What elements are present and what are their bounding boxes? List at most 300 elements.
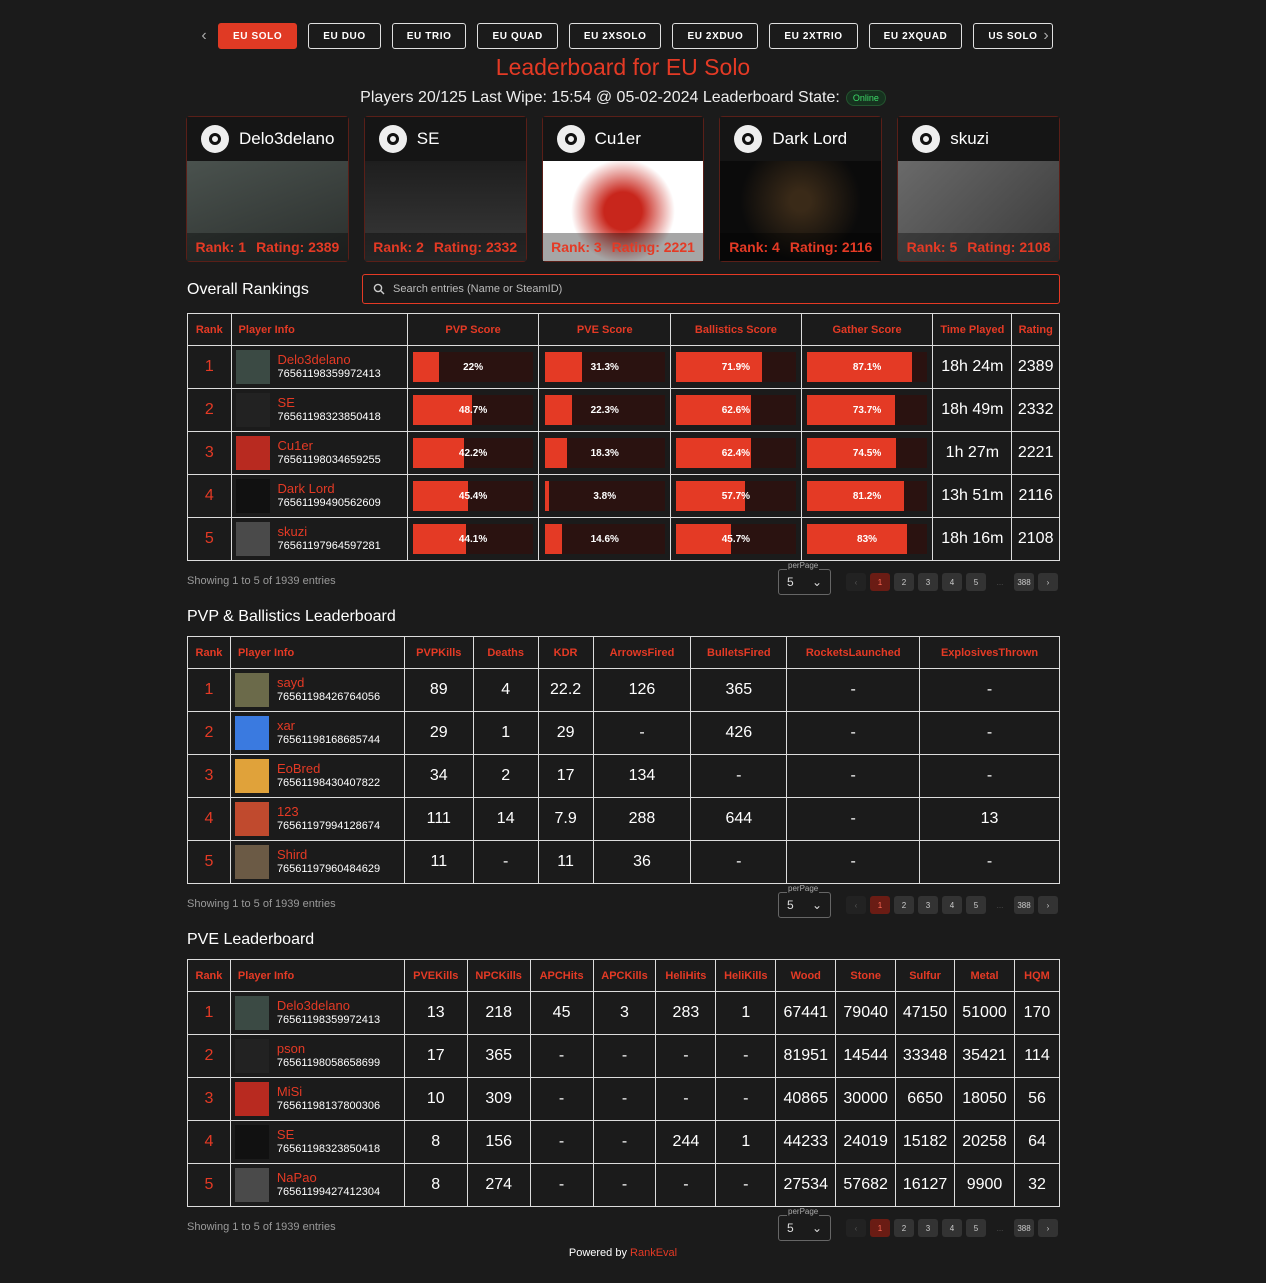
- card-header: [365, 117, 526, 161]
- stat-cell: 51000: [955, 992, 1015, 1035]
- tabs-prev-icon[interactable]: ‹: [201, 27, 207, 44]
- stat-cell: 134: [593, 755, 691, 798]
- player-info-cell: [231, 346, 407, 389]
- player-info-cell: [231, 432, 407, 475]
- page-button[interactable]: 4: [942, 896, 962, 914]
- stat-cell: 309: [467, 1078, 530, 1121]
- column-header[interactable]: PVE Score: [539, 314, 671, 346]
- card-stats: [187, 233, 348, 261]
- top-player-card[interactable]: [719, 116, 882, 262]
- search-icon: [373, 283, 385, 295]
- score-value: 44.1%: [458, 533, 488, 545]
- tab-eu-2xtrio[interactable]: EU 2XTRIO: [769, 23, 857, 49]
- player-text: [277, 1171, 380, 1200]
- score-value: 22.3%: [590, 404, 619, 416]
- player-info-cell: [231, 518, 407, 561]
- avatar: [235, 802, 269, 836]
- player-name-link[interactable]: sayd: [276, 674, 305, 690]
- rank-cell: 3: [188, 432, 232, 475]
- pvp-perpage[interactable]: [778, 884, 831, 918]
- stat-cell: 126: [593, 669, 691, 712]
- steam-icon: [912, 125, 940, 153]
- page-button[interactable]: 2: [894, 573, 914, 591]
- card-player-name: Cu1er: [594, 129, 641, 148]
- page-button[interactable]: 5: [966, 1219, 986, 1237]
- stat-cell: 89: [404, 669, 473, 712]
- player-name-link[interactable]: skuzi: [277, 523, 308, 539]
- column-header[interactable]: Player Info: [230, 960, 404, 992]
- card-player-name: Dark Lord: [772, 129, 848, 148]
- card-stats: [543, 233, 704, 261]
- steam-id: 76561198426764056: [276, 690, 381, 703]
- card-header: [543, 117, 704, 161]
- player-text: [278, 439, 381, 468]
- column-header[interactable]: Rank: [188, 314, 232, 346]
- score-bar: [807, 352, 927, 382]
- top-player-card[interactable]: [897, 116, 1060, 262]
- rank-cell: 1: [188, 669, 231, 712]
- player-name-link[interactable]: Shird: [276, 846, 308, 862]
- perpage-value: 5: [787, 898, 794, 912]
- column-header[interactable]: PVPKills: [404, 637, 473, 669]
- stat-cell: 24019: [836, 1121, 896, 1164]
- stat-cell: 2: [473, 755, 538, 798]
- tab-eu-2xduo[interactable]: EU 2XDUO: [672, 23, 758, 49]
- player-info-cell: [230, 755, 404, 798]
- page-button[interactable]: 388: [1014, 1219, 1034, 1237]
- stat-cell: -: [920, 669, 1060, 712]
- tab-strip: [218, 23, 1038, 49]
- stat-cell: 365: [467, 1035, 530, 1078]
- player-text: [278, 525, 381, 554]
- player-name-link[interactable]: 123: [276, 803, 299, 819]
- table-row: [188, 1035, 1060, 1078]
- top-player-card[interactable]: [364, 116, 527, 262]
- table-row: [188, 1121, 1060, 1164]
- next-page-icon[interactable]: ›: [1038, 573, 1058, 591]
- prev-page-icon[interactable]: ‹: [846, 573, 866, 591]
- rank-cell: 3: [188, 1078, 231, 1121]
- stat-cell: 8: [404, 1164, 467, 1207]
- score-bar: [545, 524, 665, 554]
- score-bar: [545, 352, 665, 382]
- steam-id: 76561198430407822: [276, 776, 381, 789]
- player-info-cell: [230, 798, 404, 841]
- pvp-table: [187, 636, 1060, 884]
- stat-cell: 283: [656, 992, 716, 1035]
- tab-us-solo[interactable]: US SOLO: [973, 23, 1052, 49]
- footer: [0, 1247, 1246, 1259]
- player-info: [231, 845, 404, 879]
- column-header[interactable]: HQM: [1014, 960, 1059, 992]
- player-text: [277, 1042, 380, 1071]
- player-info-cell: [230, 1121, 404, 1164]
- column-header[interactable]: Rating: [1012, 314, 1060, 346]
- column-header[interactable]: ArrowsFired: [593, 637, 691, 669]
- player-text: [277, 762, 380, 791]
- stat-cell: 6650: [896, 1078, 955, 1121]
- steam-icon-inner: [387, 133, 399, 145]
- page-button[interactable]: 3: [918, 1219, 938, 1237]
- player-info: [232, 479, 407, 513]
- column-header[interactable]: Player Info: [231, 314, 407, 346]
- stat-cell: 67441: [776, 992, 836, 1035]
- steam-id: 76561198137800306: [276, 1099, 381, 1112]
- column-header[interactable]: Time Played: [933, 314, 1012, 346]
- tab-eu-duo[interactable]: EU DUO: [308, 23, 381, 49]
- column-header[interactable]: HeliKills: [716, 960, 776, 992]
- column-header[interactable]: Rank: [188, 960, 231, 992]
- tab-eu-2xsolo[interactable]: EU 2XSOLO: [569, 23, 662, 49]
- stat-cell: 14544: [836, 1035, 896, 1078]
- stat-cell: 34: [404, 755, 473, 798]
- stat-cell: -: [920, 712, 1060, 755]
- player-info-cell: [230, 712, 404, 755]
- pvp-score-cell: [407, 346, 539, 389]
- stat-cell: 288: [593, 798, 691, 841]
- bal-score-cell: [671, 389, 802, 432]
- steam-icon-inner: [209, 133, 221, 145]
- rank-cell: 5: [188, 518, 232, 561]
- card-stats: [720, 233, 881, 261]
- table-row: [188, 389, 1060, 432]
- score-value: 3.8%: [593, 490, 617, 502]
- score-bar: [807, 524, 927, 554]
- table-row: [188, 755, 1060, 798]
- pvp-title: PVP & Ballistics Leaderboard: [187, 608, 396, 625]
- player-info: [232, 522, 407, 556]
- rank-cell: 5: [188, 841, 231, 884]
- stat-cell: 114: [1014, 1035, 1059, 1078]
- stat-cell: -: [656, 1078, 716, 1121]
- column-header[interactable]: APCKills: [593, 960, 656, 992]
- player-info: [231, 1082, 404, 1116]
- prev-page-icon[interactable]: ‹: [846, 896, 866, 914]
- gat-score-cell: [801, 475, 933, 518]
- steam-id: 76561199427412304: [276, 1185, 381, 1198]
- page-button[interactable]: 5: [966, 573, 986, 591]
- tab-eu-solo[interactable]: EU SOLO: [218, 23, 297, 49]
- next-page-icon[interactable]: ›: [1038, 1219, 1058, 1237]
- player-info-cell: [230, 1164, 404, 1207]
- stat-cell: 14: [473, 798, 538, 841]
- stat-cell: 11: [404, 841, 473, 884]
- player-name-link[interactable]: Delo3delano: [276, 997, 350, 1013]
- card-rating: Rating: 2332: [433, 239, 518, 255]
- stat-cell: 274: [467, 1164, 530, 1207]
- rating-cell: 2221: [1012, 432, 1060, 475]
- table-row: [188, 475, 1060, 518]
- score-bar: [545, 438, 665, 468]
- stat-cell: 36: [593, 841, 691, 884]
- perpage-label: perPage: [788, 884, 819, 893]
- score-value: 62.6%: [721, 404, 751, 416]
- top-player-card[interactable]: [186, 116, 349, 262]
- steam-id: 76561197960484629: [276, 862, 381, 875]
- stat-cell: -: [473, 841, 538, 884]
- stat-cell: 1: [716, 992, 776, 1035]
- stat-cell: 13: [404, 992, 467, 1035]
- avatar: [235, 1125, 269, 1159]
- player-info-cell: [231, 475, 407, 518]
- steam-icon-inner: [920, 133, 932, 145]
- stat-cell: 47150: [896, 992, 955, 1035]
- player-text: [278, 353, 381, 382]
- search-box: [362, 274, 1060, 304]
- table-row: [188, 432, 1060, 475]
- column-header[interactable]: RocketsLaunched: [787, 637, 920, 669]
- page-button[interactable]: 4: [942, 1219, 962, 1237]
- pvp-pager: [846, 896, 1058, 914]
- overall-table: [187, 313, 1060, 561]
- score-bar: [545, 395, 665, 425]
- card-rank: Rank: 5: [906, 239, 958, 255]
- page-title: Leaderboard for EU Solo: [495, 54, 751, 80]
- stat-cell: -: [593, 1121, 656, 1164]
- stat-cell: 218: [467, 992, 530, 1035]
- stat-cell: 8: [404, 1121, 467, 1164]
- stat-cell: 3: [593, 992, 656, 1035]
- column-header[interactable]: PVEKills: [404, 960, 467, 992]
- card-header: [898, 117, 1059, 161]
- player-info: [231, 996, 404, 1030]
- player-name-link[interactable]: pson: [276, 1040, 306, 1056]
- time-played-cell: 18h 49m: [933, 389, 1012, 432]
- pvp-score-cell: [407, 389, 539, 432]
- player-text: [277, 848, 380, 877]
- table-row: [188, 518, 1060, 561]
- table-row: [188, 1078, 1060, 1121]
- rank-cell: 2: [188, 712, 231, 755]
- player-text: [278, 482, 381, 511]
- stat-cell: 16127: [896, 1164, 955, 1207]
- column-header[interactable]: APCHits: [530, 960, 593, 992]
- page-button[interactable]: 3: [918, 573, 938, 591]
- overall-pager: [846, 573, 1058, 591]
- prev-page-icon[interactable]: ‹: [846, 1219, 866, 1237]
- overall-perpage[interactable]: [778, 561, 831, 595]
- column-header[interactable]: NPCKills: [467, 960, 530, 992]
- overall-title: Overall Rankings: [187, 281, 309, 298]
- column-header[interactable]: Rank: [188, 637, 231, 669]
- stat-cell: 64: [1014, 1121, 1059, 1164]
- stat-cell: 13: [920, 798, 1060, 841]
- column-header[interactable]: Ballistics Score: [671, 314, 802, 346]
- tab-eu-quad[interactable]: EU QUAD: [477, 23, 557, 49]
- pve-title: PVE Leaderboard: [187, 931, 315, 948]
- stat-cell: -: [530, 1164, 593, 1207]
- column-header[interactable]: HeliHits: [656, 960, 716, 992]
- chevron-down-icon: ⌄: [811, 898, 822, 912]
- chevron-down-icon: ⌄: [811, 1221, 822, 1235]
- player-name-link[interactable]: NaPao: [276, 1169, 317, 1185]
- card-rank: Rank: 3: [551, 239, 602, 255]
- avatar: [235, 759, 269, 793]
- pve-score-cell: [539, 518, 671, 561]
- steam-id: 76561198168685744: [276, 733, 381, 746]
- score-value: 81.2%: [852, 490, 882, 502]
- stat-cell: 9900: [955, 1164, 1015, 1207]
- avatar: [235, 716, 269, 750]
- pve-perpage[interactable]: [778, 1207, 831, 1241]
- score-bar: [676, 395, 796, 425]
- player-name-link[interactable]: Cu1er: [277, 437, 313, 453]
- tabs-next-icon[interactable]: ›: [1043, 27, 1049, 44]
- table-row: [188, 841, 1060, 884]
- score-bar: [413, 438, 533, 468]
- column-header[interactable]: Deaths: [473, 637, 538, 669]
- stat-cell: 1: [473, 712, 538, 755]
- bal-score-cell: [671, 475, 802, 518]
- stat-cell: 29: [404, 712, 473, 755]
- pve-showing: Showing 1 to 5 of 1939 entries: [187, 1221, 336, 1233]
- column-header[interactable]: ExplosivesThrown: [920, 637, 1060, 669]
- tab-eu-trio[interactable]: EU TRIO: [392, 23, 467, 49]
- steam-id: 76561198034659255: [277, 453, 381, 466]
- steam-id: 76561198359972413: [276, 1013, 381, 1026]
- column-header[interactable]: Stone: [836, 960, 896, 992]
- stat-cell: 644: [691, 798, 787, 841]
- player-name-link[interactable]: SE: [277, 394, 295, 410]
- stat-cell: 170: [1014, 992, 1059, 1035]
- player-info-cell: [230, 669, 404, 712]
- rank-cell: 3: [188, 755, 231, 798]
- stat-cell: 81951: [776, 1035, 836, 1078]
- player-info: [231, 1168, 404, 1202]
- stat-cell: 244: [656, 1121, 716, 1164]
- column-header[interactable]: PVP Score: [407, 314, 539, 346]
- steam-id: 76561197964597281: [277, 539, 381, 552]
- player-info: [231, 1039, 404, 1073]
- top-player-card[interactable]: [542, 116, 705, 262]
- rank-cell: 5: [188, 1164, 231, 1207]
- pve-table: [187, 959, 1060, 1207]
- page-button[interactable]: 388: [1014, 896, 1034, 914]
- table-row: [188, 798, 1060, 841]
- gat-score-cell: [801, 432, 933, 475]
- perpage-value: 5: [787, 1221, 794, 1235]
- search-input[interactable]: [393, 283, 1010, 295]
- score-bar: [413, 395, 533, 425]
- server-info: [0, 89, 1246, 107]
- stat-cell: -: [593, 1164, 656, 1207]
- avatar: [235, 1039, 269, 1073]
- table-row: [188, 346, 1060, 389]
- stat-cell: 22.2: [538, 669, 593, 712]
- stat-cell: 7.9: [538, 798, 593, 841]
- page-button[interactable]: 1: [870, 1219, 890, 1237]
- steam-id: 76561198058658699: [276, 1056, 381, 1069]
- stat-cell: -: [716, 1164, 776, 1207]
- score-value: 42.2%: [458, 447, 488, 459]
- time-played-cell: 1h 27m: [933, 432, 1012, 475]
- pve-score-cell: [539, 475, 671, 518]
- column-header[interactable]: BulletsFired: [691, 637, 787, 669]
- player-name-link[interactable]: xar: [276, 717, 295, 733]
- table-row: [188, 712, 1060, 755]
- tab-eu-2xquad[interactable]: EU 2XQUAD: [869, 23, 963, 49]
- score-bar: [413, 524, 533, 554]
- avatar: [235, 673, 269, 707]
- footer-brand-link[interactable]: RankEval: [630, 1247, 678, 1259]
- stat-cell: 11: [538, 841, 593, 884]
- top-players: [186, 116, 1060, 262]
- column-header[interactable]: Gather Score: [801, 314, 933, 346]
- avatar: [236, 350, 270, 384]
- page-button[interactable]: 1: [870, 896, 890, 914]
- column-header[interactable]: Metal: [955, 960, 1015, 992]
- pve-pager: [846, 1219, 1058, 1237]
- score-value: 31.3%: [590, 361, 619, 373]
- column-header[interactable]: Player Info: [230, 637, 404, 669]
- player-text: [277, 676, 380, 705]
- status-badge: Online: [846, 90, 886, 106]
- player-name-link[interactable]: SE: [276, 1126, 295, 1142]
- player-info: [232, 393, 407, 427]
- gat-score-cell: [801, 346, 933, 389]
- steam-id: 76561198323850418: [277, 410, 381, 423]
- stat-cell: -: [593, 1078, 656, 1121]
- stat-cell: 17: [404, 1035, 467, 1078]
- score-value: 73.7%: [852, 404, 882, 416]
- stat-cell: 15182: [896, 1121, 955, 1164]
- steam-icon: [379, 125, 407, 153]
- stat-cell: 32: [1014, 1164, 1059, 1207]
- stat-cell: -: [920, 755, 1060, 798]
- player-text: [278, 396, 381, 425]
- player-info: [231, 1125, 404, 1159]
- page-button[interactable]: 388: [1014, 573, 1034, 591]
- footer-prefix: Powered by: [568, 1247, 627, 1259]
- player-name-link[interactable]: Dark Lord: [277, 480, 335, 496]
- stat-cell: 111: [404, 798, 473, 841]
- page-button[interactable]: 3: [918, 896, 938, 914]
- column-header[interactable]: KDR: [538, 637, 593, 669]
- rank-cell: 4: [188, 475, 232, 518]
- column-header[interactable]: Sulfur: [896, 960, 955, 992]
- stat-cell: -: [716, 1078, 776, 1121]
- player-name-link[interactable]: MiSi: [276, 1083, 303, 1099]
- table-row: [188, 669, 1060, 712]
- page-button[interactable]: 2: [894, 1219, 914, 1237]
- next-page-icon[interactable]: ›: [1038, 896, 1058, 914]
- stat-cell: -: [593, 712, 691, 755]
- player-name-link[interactable]: EoBred: [276, 760, 321, 776]
- stat-cell: 17: [538, 755, 593, 798]
- page-button[interactable]: 5: [966, 896, 986, 914]
- player-name-link[interactable]: Delo3delano: [277, 351, 351, 367]
- score-bar: [807, 481, 927, 511]
- column-header[interactable]: Wood: [776, 960, 836, 992]
- stat-cell: -: [530, 1035, 593, 1078]
- score-bar: [676, 524, 796, 554]
- page-button[interactable]: 4: [942, 573, 962, 591]
- stat-cell: -: [593, 1035, 656, 1078]
- page-button[interactable]: 2: [894, 896, 914, 914]
- player-info-cell: [230, 1035, 404, 1078]
- steam-id: 76561198323850418: [276, 1142, 381, 1155]
- steam-icon-inner: [565, 133, 577, 145]
- stat-cell: -: [787, 669, 920, 712]
- steam-icon: [557, 125, 585, 153]
- card-player-name: skuzi: [950, 129, 989, 148]
- table-row: [188, 1164, 1060, 1207]
- page-button[interactable]: 1: [870, 573, 890, 591]
- stat-cell: -: [787, 841, 920, 884]
- server-info-text: Players 20/125 Last Wipe: 15:54 @ 05-02-2024 Leaderboard State:: [360, 89, 840, 106]
- card-player-name: SE: [416, 129, 440, 148]
- stat-cell: 56: [1014, 1078, 1059, 1121]
